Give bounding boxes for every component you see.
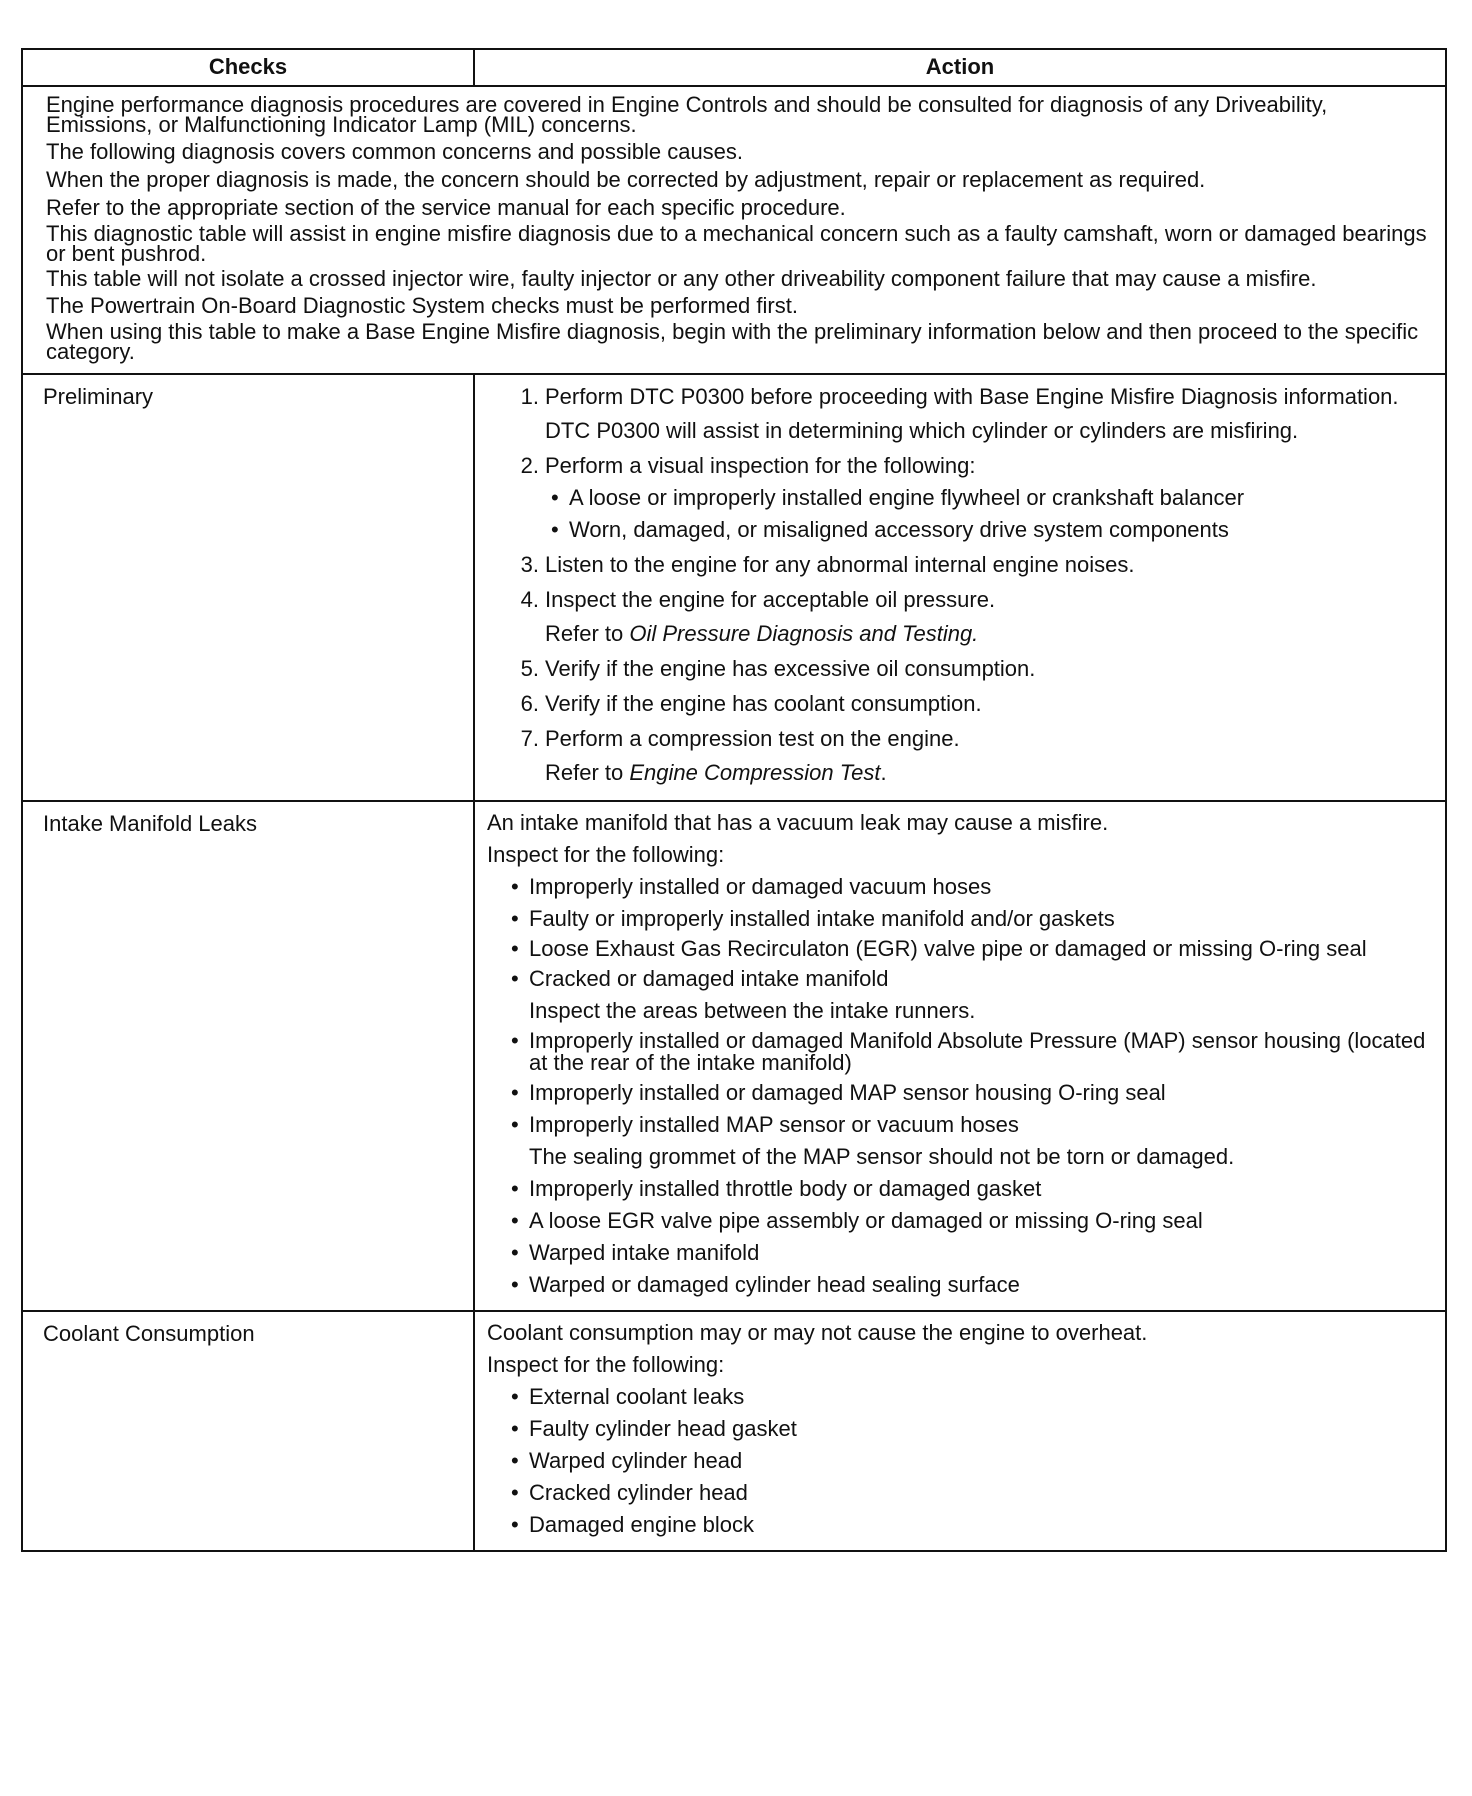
- reference-suffix: .: [880, 760, 887, 785]
- list-item: • Cracked cylinder head: [507, 1480, 1431, 1506]
- list-item: • Warped intake manifold: [507, 1240, 1431, 1266]
- step-text: Perform a compression test on the engine.: [545, 726, 960, 751]
- check-label-coolant: Coolant Consumption: [22, 1311, 474, 1551]
- reference-link: Engine Compression Test: [629, 760, 881, 785]
- list-item: • A loose EGR valve pipe assembly or damaged or missing O-ring seal: [507, 1208, 1431, 1234]
- table-header-row: [22, 49, 1446, 86]
- step-text: Perform DTC P0300 before proceeding with Base Engine Misfire Diagnosis information.: [545, 384, 1399, 409]
- step-note: DTC P0300 will assist in determining which cylinder or cylinders are misfiring.: [545, 418, 1299, 443]
- step-item: [511, 383, 1431, 445]
- misfire-diagnosis-table: [21, 48, 1447, 1552]
- intro-paragraph: This diagnostic table will assist in engine misfire diagnosis due to a mechanical concern such as a faulty camshaft, worn or damaged bearings or bent pushrod.: [46, 221, 1427, 266]
- intro-paragraph: Engine performance diagnosis procedures are covered in Engine Controls and should be consulted for diagnosis of any Driveability, Emissions, or Malfunctioning Indicator Lamp (MIL) concerns.: [46, 92, 1328, 137]
- step-item: [511, 551, 1431, 579]
- intro-paragraph: When the proper diagnosis is made, the concern should be corrected by adjustment, repair or replacement as required.: [46, 167, 1206, 192]
- preliminary-steps-list: [487, 383, 1431, 787]
- list-item: • External coolant leaks: [507, 1384, 1431, 1410]
- intro-paragraph: When using this table to make a Base Engine Misfire diagnosis, begin with the preliminary information below and then proceed to the specific category.: [46, 319, 1419, 364]
- list-item: • Damaged engine block: [507, 1512, 1431, 1538]
- list-item: • Improperly installed or damaged vacuum hoses: [507, 874, 1431, 900]
- check-label-intake: Intake Manifold Leaks: [22, 801, 474, 1311]
- step-text: Verify if the engine has excessive oil consumption.: [545, 656, 1036, 681]
- action-inspect-label: Inspect for the following:: [487, 1352, 725, 1377]
- intro-paragraph: The Powertrain On-Board Diagnostic System checks must be performed first.: [46, 293, 798, 318]
- step-text: Perform a visual inspection for the following:: [545, 453, 976, 478]
- step-item: [511, 725, 1431, 787]
- list-item: • Improperly installed or damaged Manifold Absolute Pressure (MAP) sensor housing (located at the rear of the intake manifold): [507, 1030, 1431, 1074]
- step-number: 6.: [520, 691, 539, 716]
- list-item: • Improperly installed throttle body or damaged gasket: [507, 1176, 1431, 1202]
- reference-prefix: Refer to: [545, 621, 630, 646]
- reference-prefix: Refer to: [545, 760, 630, 785]
- intro-paragraph: Refer to the appropriate section of the service manual for each specific procedure.: [46, 195, 846, 220]
- step-number: 5.: [520, 656, 539, 681]
- action-cell-intake: [474, 801, 1446, 1311]
- list-item: • Worn, damaged, or misaligned accessory drive system components: [545, 516, 1431, 544]
- action-inspect-label: Inspect for the following:: [487, 842, 725, 867]
- coolant-bullet-list: [487, 1384, 1431, 1538]
- step-text: Listen to the engine for any abnormal internal engine noises.: [545, 552, 1135, 577]
- intake-bullet-list: [487, 874, 1431, 1298]
- table-row-preliminary: [22, 374, 1446, 801]
- check-label-preliminary: Preliminary: [22, 374, 474, 801]
- intro-cell: [22, 86, 1446, 374]
- step-item: [511, 690, 1431, 718]
- column-header-checks: Checks: [22, 49, 474, 86]
- list-item: • Warped cylinder head: [507, 1448, 1431, 1474]
- list-item: • Improperly installed MAP sensor or vacuum hoses: [507, 1112, 1431, 1138]
- step-item: [511, 452, 1431, 544]
- step-number: 2.: [520, 453, 539, 478]
- reference-link: Oil Pressure Diagnosis and Testing.: [629, 621, 979, 646]
- table-row-coolant-consumption: [22, 1311, 1446, 1551]
- list-note: The sealing grommet of the MAP sensor should not be torn or damaged.: [529, 1144, 1235, 1169]
- step-text: Inspect the engine for acceptable oil pressure.: [545, 587, 996, 612]
- step-number: 7.: [520, 726, 539, 751]
- table-row-intake-manifold-leaks: [22, 801, 1446, 1311]
- step-number: 4.: [520, 587, 539, 612]
- step-number: 1.: [520, 384, 539, 409]
- step-bullet-list: [545, 484, 1431, 544]
- step-item: [511, 586, 1431, 648]
- intro-paragraph: The following diagnosis covers common concerns and possible causes.: [46, 139, 744, 164]
- intro-row: [22, 86, 1446, 374]
- step-text: Verify if the engine has coolant consumption.: [545, 691, 982, 716]
- step-number: 3.: [520, 552, 539, 577]
- list-item: • A loose or improperly installed engine flywheel or crankshaft balancer: [545, 484, 1431, 512]
- list-item: • Faulty cylinder head gasket: [507, 1416, 1431, 1442]
- list-item: • Faulty or improperly installed intake manifold and/or gaskets: [507, 906, 1431, 932]
- action-cell-preliminary: [474, 374, 1446, 801]
- list-item: • Cracked or damaged intake manifold: [507, 966, 1431, 992]
- list-item: • Loose Exhaust Gas Recirculaton (EGR) valve pipe or damaged or missing O-ring seal: [507, 938, 1431, 960]
- list-note: Inspect the areas between the intake runners.: [529, 998, 976, 1023]
- step-item: [511, 655, 1431, 683]
- action-lead: Coolant consumption may or may not cause the engine to overheat.: [487, 1320, 1148, 1345]
- list-item: • Warped or damaged cylinder head sealing surface: [507, 1272, 1431, 1298]
- intro-paragraph: This table will not isolate a crossed injector wire, faulty injector or any other driveability component failure that may cause a misfire.: [46, 266, 1317, 291]
- step-reference: [545, 620, 1431, 648]
- action-lead: An intake manifold that has a vacuum leak may cause a misfire.: [487, 810, 1109, 835]
- column-header-action: Action: [474, 49, 1446, 86]
- list-item: • Improperly installed or damaged MAP sensor housing O-ring seal: [507, 1080, 1431, 1106]
- step-reference: [545, 759, 1431, 787]
- action-cell-coolant: [474, 1311, 1446, 1551]
